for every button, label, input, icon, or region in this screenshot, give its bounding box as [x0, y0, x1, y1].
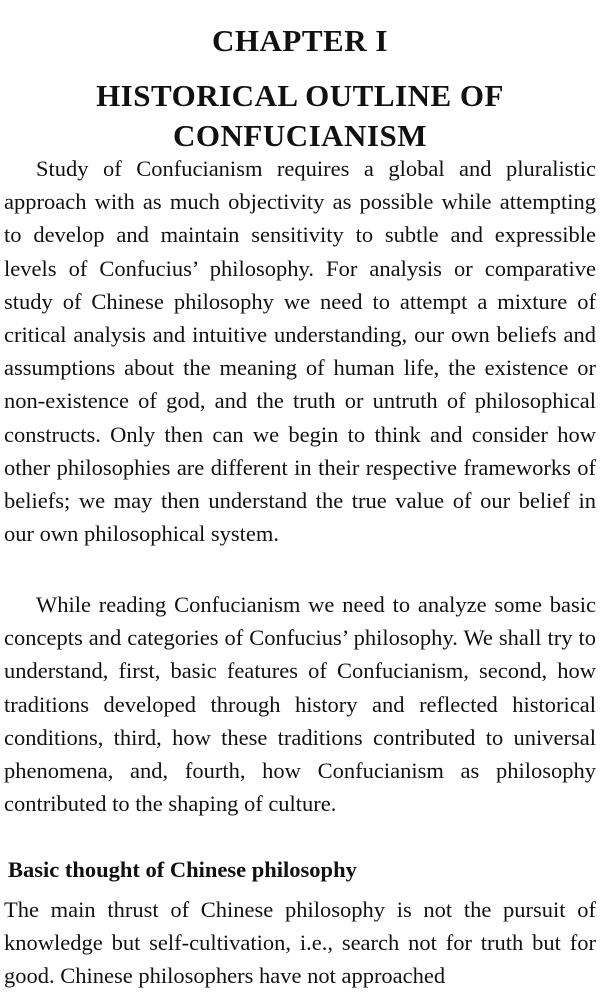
paragraph-reading: While reading Confucianism we need to analyze some basic concepts and categories of Confucius’ philosophy. We shall try to understand, first, basic features of Confucianism, second, how traditions developed through history and reflected historical conditions, third, how these traditions contributed to universal phenomena, and, fourth, how Confucianism as philosophy contributed to the shaping of culture.	[4, 592, 596, 817]
chapter-label: CHAPTER I	[212, 22, 388, 58]
chapter-title: HISTORICAL OUTLINE OF CONFUCIANISM	[96, 77, 504, 153]
section-heading: Basic thought of Chinese philosophy	[8, 857, 357, 882]
paragraph-intro: Study of Confucianism requires a global and pluralistic approach with as much objectivity as possible while attempting to develop and maintain sensitivity to subtle and expressible levels of Confucius’ philosophy. For analysis or comparative study of Chinese philosophy we need to attempt a mixture of critical analysis and intuitive understanding, our own beliefs and assumptions about the meaning of human life, the existence or non-existence of god, and the truth or untruth of philosophical constructs. Only then can we begin to think and consider how other philosophies are different in their respective frameworks of beliefs; we may then understand the true value of our belief in our own philosophical system.	[4, 156, 596, 547]
paragraph-section: The main thrust of Chinese philosophy is not the pursuit of knowledge but self-cultivation, i.e., search not for truth but for good. Chinese philosophers have not approached	[4, 897, 596, 989]
